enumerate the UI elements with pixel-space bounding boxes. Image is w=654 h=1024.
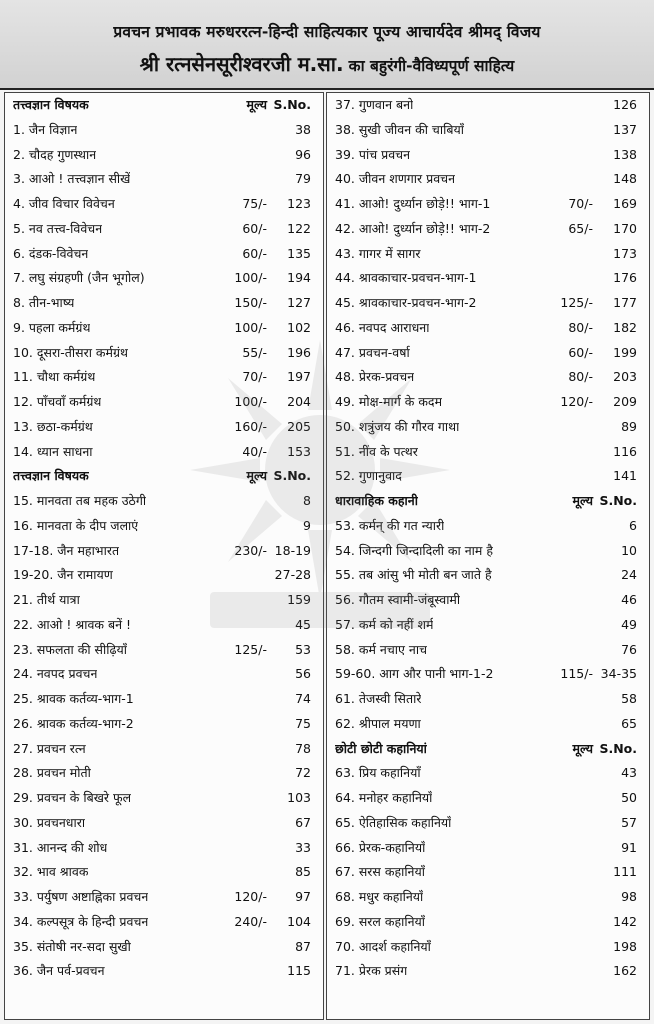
book-row <box>5 489 323 514</box>
book-title: 13. छठा-कर्मग्रंथ <box>13 418 93 434</box>
sno-header: S.No. <box>599 740 637 756</box>
book-title: 5. नव तत्त्व-विवेचन <box>13 220 103 236</box>
section-title: तत्त्वज्ञान विषयक <box>13 97 89 112</box>
book-sno: 85 <box>295 864 311 880</box>
book-row <box>5 143 323 168</box>
book-title: 3. आओ ! तत्त्वज्ञान सीखें <box>13 171 131 187</box>
book-row <box>327 143 649 168</box>
book-title: 41. आओ! दुर्ध्यान छोड़े!! भाग-1 <box>335 196 491 211</box>
book-price: 100/- <box>234 319 267 335</box>
book-row <box>327 811 649 836</box>
book-title: 36. जैन पर्व-प्रवचन <box>13 963 105 979</box>
book-title: 6. दंडक-विवेचन <box>13 245 89 261</box>
section-title: तत्त्वज्ञान विषयक <box>13 468 89 484</box>
book-row <box>327 712 649 737</box>
book-price: 60/- <box>242 220 267 236</box>
book-row <box>327 341 649 366</box>
book-row <box>5 662 323 687</box>
book-title: 64. मनोहर कहानियाँ <box>335 790 433 805</box>
book-title: 42. आओ! दुर्ध्यान छोड़े!! भाग-2 <box>335 220 491 236</box>
book-title: 63. प्रिय कहानियाँ <box>335 765 421 781</box>
book-sno: 197 <box>287 369 311 385</box>
price-header: मूल्य <box>572 740 593 756</box>
book-sno: 182 <box>613 319 637 335</box>
book-row <box>5 266 323 291</box>
book-sno: 173 <box>613 245 637 261</box>
book-row <box>327 217 649 242</box>
book-price: 65/- <box>568 220 593 236</box>
book-row <box>327 118 649 143</box>
book-row <box>5 167 323 192</box>
book-sno: 127 <box>287 295 311 310</box>
book-row <box>5 836 323 861</box>
book-title: 9. पहला कर्मग्रंथ <box>13 319 91 335</box>
book-row <box>5 514 323 539</box>
book-sno: 148 <box>613 171 637 187</box>
book-sno: 103 <box>287 790 311 805</box>
book-sno: 24 <box>621 567 637 583</box>
book-row <box>327 563 649 588</box>
book-sno: 75 <box>295 715 311 731</box>
book-title: 46. नवपद आराधना <box>335 319 430 335</box>
book-sno: 141 <box>613 468 637 484</box>
book-sno: 111 <box>613 864 637 880</box>
book-sno: 203 <box>613 369 637 385</box>
book-row <box>327 167 649 192</box>
book-sno: 46 <box>621 592 637 607</box>
book-sno: 58 <box>621 691 637 706</box>
book-title: 31. आनन्द की शोध <box>13 839 108 855</box>
book-row <box>5 588 323 613</box>
book-sno: 170 <box>613 220 637 236</box>
book-title: 26. श्रावक कर्तव्य-भाग-2 <box>13 715 134 731</box>
book-sno: 89 <box>621 418 637 434</box>
book-sno: 33 <box>295 839 311 855</box>
book-title: 37. गुणवान बनो <box>335 97 414 112</box>
book-title: 7. लघु संग्रहणी (जैन भूगोल) <box>13 270 145 286</box>
book-row <box>5 910 323 935</box>
book-title: 27. प्रवचन रत्न <box>13 740 86 756</box>
book-sno: 198 <box>613 938 637 954</box>
book-title: 40. जीवन शणगार प्रवचन <box>335 171 456 187</box>
book-price: 160/- <box>234 418 267 434</box>
book-sno: 176 <box>613 270 637 286</box>
book-row <box>5 563 323 588</box>
book-sno: 18-19 <box>274 542 311 558</box>
book-title: 34. कल्पसूत्र के हिन्दी प्रवचन <box>13 913 149 929</box>
sno-header: S.No. <box>273 97 311 112</box>
price-header: मूल्य <box>572 493 593 508</box>
book-title: 59-60. आग और पानी भाग-1-2 <box>335 666 494 682</box>
book-row <box>327 390 649 415</box>
book-title: 2. चौदह गुणस्थान <box>13 146 97 162</box>
book-sno: 126 <box>613 97 637 112</box>
book-title: 32. भाव श्रावक <box>13 864 89 880</box>
book-row <box>327 959 649 984</box>
book-price: 115/- <box>560 666 593 682</box>
book-row <box>5 687 323 712</box>
book-sno: 137 <box>613 121 637 137</box>
book-row <box>5 613 323 638</box>
book-title: 68. मधुर कहानियाँ <box>335 889 424 904</box>
price-header: मूल्य <box>246 468 267 484</box>
book-title: 14. ध्यान साधना <box>13 443 93 459</box>
book-sno: 34-35 <box>600 666 637 682</box>
book-title: 21. तीर्थ यात्रा <box>13 592 80 607</box>
book-row <box>5 885 323 910</box>
book-title: 25. श्रावक कर्तव्य-भाग-1 <box>13 691 134 706</box>
book-title: 35. संतोषी नर-सदा सुखी <box>13 938 131 954</box>
book-row <box>327 786 649 811</box>
book-title: 52. गुणानुवाद <box>335 468 402 484</box>
section-title: छोटी छोटी कहानियां <box>335 740 427 756</box>
book-row <box>327 662 649 687</box>
book-row <box>5 811 323 836</box>
book-row <box>327 93 649 118</box>
book-row <box>327 242 649 267</box>
book-row <box>5 959 323 984</box>
book-sno: 104 <box>287 913 311 929</box>
book-row <box>5 860 323 885</box>
book-title: 50. शत्रुंजय की गौरव गाथा <box>335 418 460 434</box>
book-row <box>327 638 649 663</box>
book-title: 55. तब आंसु भी मोती बन जाते है <box>335 567 492 583</box>
book-title: 19-20. जैन रामायण <box>13 567 113 583</box>
book-title: 53. कर्मन् की गत न्यारी <box>335 517 445 533</box>
book-sno: 79 <box>295 171 311 187</box>
book-sno: 45 <box>295 616 311 632</box>
book-sno: 205 <box>287 418 311 434</box>
price-header: मूल्य <box>246 97 267 112</box>
book-title: 47. प्रवचन-वर्षा <box>335 344 410 360</box>
book-sno: 115 <box>287 963 311 979</box>
book-title: 39. पांच प्रवचन <box>335 146 411 162</box>
book-price: 125/- <box>560 295 593 310</box>
book-title: 69. सरल कहानियाँ <box>335 913 426 929</box>
book-price: 55/- <box>242 344 267 360</box>
book-title: 12. पाँचवाँ कर्मग्रंथ <box>13 394 102 409</box>
book-row <box>5 712 323 737</box>
book-sno: 50 <box>621 790 637 805</box>
book-sno: 123 <box>287 196 311 211</box>
book-sno: 116 <box>613 443 637 459</box>
book-title: 57. कर्म को नहीं शर्म <box>335 616 434 632</box>
book-sno: 169 <box>613 196 637 211</box>
book-title: 15. मानवता तब महक उठेगी <box>13 493 147 508</box>
book-title: 49. मोक्ष-मार्ग के कदम <box>335 394 443 409</box>
book-sno: 74 <box>295 691 311 706</box>
book-sno: 196 <box>287 344 311 360</box>
book-row <box>327 836 649 861</box>
book-row <box>5 539 323 564</box>
book-price: 60/- <box>568 344 593 360</box>
book-price: 240/- <box>234 913 267 929</box>
book-title: 8. तीन-भाष्य <box>13 295 75 310</box>
book-row <box>5 291 323 316</box>
book-sno: 138 <box>613 146 637 162</box>
book-sno: 56 <box>295 666 311 682</box>
book-title: 11. चौथा कर्मग्रंथ <box>13 369 96 385</box>
book-title: 48. प्रेरक-प्रवचन <box>335 369 415 385</box>
book-sno: 142 <box>613 913 637 929</box>
catalog-header <box>0 0 654 90</box>
book-price: 120/- <box>234 889 267 904</box>
book-price: 230/- <box>234 542 267 558</box>
book-title: 38. सुखी जीवन की चाबियाँ <box>335 121 464 137</box>
book-title: 54. जिन्दगी जिन्दादिली का नाम है <box>335 542 493 558</box>
book-sno: 57 <box>621 814 637 830</box>
book-row <box>5 935 323 960</box>
right-book-list <box>327 93 649 984</box>
left-book-list <box>5 93 323 984</box>
book-row <box>327 910 649 935</box>
book-price: 100/- <box>234 270 267 286</box>
book-title: 61. तेजस्वी सितारे <box>335 691 422 706</box>
book-row <box>327 514 649 539</box>
book-row <box>5 316 323 341</box>
section-header <box>327 737 649 762</box>
book-row <box>327 291 649 316</box>
book-price: 120/- <box>560 394 593 409</box>
book-row <box>5 761 323 786</box>
book-row <box>5 192 323 217</box>
book-sno: 27-28 <box>274 567 311 583</box>
book-title: 16. मानवता के दीप जलाएं <box>13 517 139 533</box>
book-title: 23. सफलता की सीढ़ियाँ <box>13 641 128 657</box>
book-title: 44. श्रावकाचार-प्रवचन-भाग-1 <box>335 270 477 286</box>
book-title: 30. प्रवचनधारा <box>13 814 86 830</box>
book-sno: 6 <box>629 517 637 533</box>
book-title: 1. जैन विज्ञान <box>13 121 78 137</box>
book-title: 45. श्रावकाचार-प्रवचन-भाग-2 <box>335 295 477 310</box>
book-title: 43. गागर में सागर <box>335 245 421 261</box>
book-price: 150/- <box>234 295 267 310</box>
book-title: 28. प्रवचन मोती <box>13 765 91 781</box>
book-sno: 122 <box>287 220 311 236</box>
book-title: 58. कर्म नचाए नाच <box>335 641 428 657</box>
book-row <box>5 440 323 465</box>
book-row <box>327 266 649 291</box>
book-title: 56. गौतम स्वामी-जंबूस्वामी <box>335 592 461 607</box>
book-sno: 209 <box>613 394 637 409</box>
book-title: 22. आओ ! श्रावक बनें ! <box>13 616 132 632</box>
book-title: 67. सरस कहानियाँ <box>335 864 425 880</box>
book-title: 10. दूसरा-तीसरा कर्मग्रंथ <box>13 344 129 360</box>
book-row <box>5 415 323 440</box>
book-row <box>327 365 649 390</box>
book-sno: 65 <box>621 715 637 731</box>
book-sno: 76 <box>621 641 637 657</box>
book-row <box>5 365 323 390</box>
book-row <box>5 786 323 811</box>
book-row <box>327 588 649 613</box>
book-row <box>327 687 649 712</box>
book-sno: 78 <box>295 740 311 756</box>
book-sno: 162 <box>613 963 637 979</box>
book-row <box>327 192 649 217</box>
sno-header: S.No. <box>273 468 311 484</box>
book-row <box>327 316 649 341</box>
book-row <box>5 217 323 242</box>
book-title: 4. जीव विचार विवेचन <box>13 196 115 211</box>
book-row <box>327 935 649 960</box>
book-row <box>327 860 649 885</box>
book-row <box>327 440 649 465</box>
book-title: 66. प्रेरक-कहानियाँ <box>335 839 426 855</box>
book-sno: 10 <box>621 542 637 558</box>
book-row <box>5 118 323 143</box>
book-sno: 8 <box>303 493 311 508</box>
book-row <box>5 242 323 267</box>
header-line-2 <box>0 50 654 77</box>
book-title: 24. नवपद प्रवचन <box>13 666 98 682</box>
book-sno: 49 <box>621 616 637 632</box>
book-row <box>327 415 649 440</box>
book-sno: 194 <box>287 270 311 286</box>
section-header <box>5 93 323 118</box>
book-sno: 43 <box>621 765 637 781</box>
book-row <box>327 464 649 489</box>
header-line-1: प्रवचन प्रभावक मरुधररत्न-हिन्दी साहित्यकार पूज्य आचार्यदेव श्रीमद् विजय <box>113 23 541 41</box>
author-name: श्री रत्नसेनसूरीश्वरजी म.सा. <box>139 52 344 76</box>
book-title: 17-18. जैन महाभारत <box>13 542 120 558</box>
book-price: 40/- <box>242 443 267 459</box>
book-title: 71. प्रेरक प्रसंग <box>335 963 408 979</box>
book-price: 70/- <box>568 196 593 211</box>
book-title: 51. नींव के पत्थर <box>335 443 418 459</box>
book-title: 65. ऐतिहासिक कहानियाँ <box>335 814 452 830</box>
book-sno: 177 <box>613 295 637 310</box>
book-price: 100/- <box>234 394 267 409</box>
book-title: 62. श्रीपाल मयणा <box>335 715 421 731</box>
book-price: 80/- <box>568 319 593 335</box>
header-subtitle: का बहुरंगी-वैविध्यपूर्ण साहित्य <box>348 57 515 75</box>
book-sno: 72 <box>295 765 311 781</box>
book-sno: 153 <box>287 443 311 459</box>
book-price: 75/- <box>242 196 267 211</box>
book-price: 70/- <box>242 369 267 385</box>
book-price: 60/- <box>242 245 267 261</box>
book-sno: 97 <box>295 889 311 904</box>
book-sno: 53 <box>295 641 311 657</box>
book-sno: 38 <box>295 121 311 137</box>
book-price: 80/- <box>568 369 593 385</box>
book-title: 33. पर्युषण अष्टाह्निका प्रवचन <box>13 889 149 904</box>
book-row <box>327 761 649 786</box>
book-sno: 204 <box>287 394 311 409</box>
book-sno: 96 <box>295 146 311 162</box>
book-row <box>5 341 323 366</box>
book-sno: 135 <box>287 245 311 261</box>
book-sno: 102 <box>287 319 311 335</box>
book-sno: 91 <box>621 839 637 855</box>
section-header <box>327 489 649 514</box>
book-row <box>327 885 649 910</box>
book-sno: 159 <box>287 592 311 607</box>
book-row <box>5 638 323 663</box>
book-price: 125/- <box>234 641 267 657</box>
left-column <box>4 92 324 1020</box>
right-column <box>326 92 650 1020</box>
book-row <box>327 539 649 564</box>
book-sno: 87 <box>295 938 311 954</box>
book-sno: 9 <box>303 517 311 533</box>
section-title: धारावाहिक कहानी <box>335 493 418 508</box>
book-row <box>327 613 649 638</box>
book-row <box>5 737 323 762</box>
book-sno: 98 <box>621 889 637 904</box>
book-row <box>5 390 323 415</box>
sno-header: S.No. <box>599 493 637 508</box>
section-header <box>5 464 323 489</box>
book-title: 29. प्रवचन के बिखरे फूल <box>13 790 132 805</box>
book-sno: 199 <box>613 344 637 360</box>
book-title: 70. आदर्श कहानियाँ <box>335 938 431 954</box>
book-sno: 67 <box>295 814 311 830</box>
